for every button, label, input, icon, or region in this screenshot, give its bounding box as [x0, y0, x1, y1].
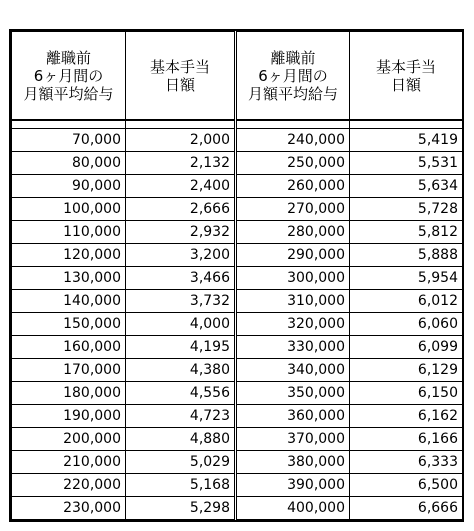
table-row: [12, 198, 463, 221]
cell-salary-right: 390,000: [236, 474, 350, 497]
cell-salary-right: 260,000: [236, 175, 350, 198]
cell-salary-left: 230,000: [12, 497, 126, 520]
cell-salary-right: 320,000: [236, 313, 350, 336]
cell-benefit-left: 2,666: [126, 198, 236, 221]
table-row: [12, 359, 463, 382]
cell-salary-right: 350,000: [236, 382, 350, 405]
cell-benefit-left: 4,195: [126, 336, 236, 359]
cell-benefit-right: 5,954: [350, 267, 463, 290]
cell-salary-left: 180,000: [12, 382, 126, 405]
table-row: [12, 497, 463, 520]
cell-salary-right: 250,000: [236, 152, 350, 175]
cell-salary-left: 140,000: [12, 290, 126, 313]
cell-salary-left: 160,000: [12, 336, 126, 359]
cell-benefit-right: 6,666: [350, 497, 463, 520]
cell-benefit-right: 6,150: [350, 382, 463, 405]
cell-salary-right: 270,000: [236, 198, 350, 221]
cell-benefit-right: 6,162: [350, 405, 463, 428]
benefit-table-frame: [9, 29, 464, 522]
cell-salary-right: 310,000: [236, 290, 350, 313]
table-row: [12, 428, 463, 451]
spacer-cell: [126, 120, 236, 129]
cell-benefit-left: 4,000: [126, 313, 236, 336]
cell-salary-right: 300,000: [236, 267, 350, 290]
table-row: [12, 382, 463, 405]
cell-salary-right: 330,000: [236, 336, 350, 359]
benefit-table: [11, 31, 463, 520]
cell-salary-right: 240,000: [236, 129, 350, 152]
cell-salary-right: 280,000: [236, 221, 350, 244]
cell-benefit-left: 4,723: [126, 405, 236, 428]
cell-benefit-right: 5,728: [350, 198, 463, 221]
cell-salary-left: 150,000: [12, 313, 126, 336]
cell-salary-left: 200,000: [12, 428, 126, 451]
cell-benefit-right: 6,012: [350, 290, 463, 313]
table-row: [12, 267, 463, 290]
cell-benefit-right: 6,099: [350, 336, 463, 359]
cell-benefit-left: 3,732: [126, 290, 236, 313]
cell-benefit-left: 2,400: [126, 175, 236, 198]
spacer-cell: [236, 120, 350, 129]
cell-benefit-right: 6,166: [350, 428, 463, 451]
cell-salary-left: 220,000: [12, 474, 126, 497]
cell-salary-left: 120,000: [12, 244, 126, 267]
cell-benefit-right: 5,812: [350, 221, 463, 244]
cell-salary-right: 400,000: [236, 497, 350, 520]
table-row: [12, 152, 463, 175]
cell-benefit-left: 5,168: [126, 474, 236, 497]
table-header-row: [12, 32, 463, 121]
cell-benefit-right: 5,634: [350, 175, 463, 198]
cell-salary-left: 80,000: [12, 152, 126, 175]
table-row: [12, 244, 463, 267]
cell-salary-left: 100,000: [12, 198, 126, 221]
cell-salary-right: 290,000: [236, 244, 350, 267]
header-daily-benefit-right: 基本手当 日額: [350, 32, 463, 121]
table-body: [12, 129, 463, 520]
table-row: [12, 290, 463, 313]
cell-salary-left: 170,000: [12, 359, 126, 382]
cell-salary-left: 90,000: [12, 175, 126, 198]
cell-salary-left: 70,000: [12, 129, 126, 152]
table-row: [12, 336, 463, 359]
cell-benefit-left: 2,000: [126, 129, 236, 152]
cell-benefit-left: 5,298: [126, 497, 236, 520]
table-row: [12, 129, 463, 152]
table-row: [12, 313, 463, 336]
cell-benefit-left: 2,932: [126, 221, 236, 244]
cell-benefit-left: 3,466: [126, 267, 236, 290]
cell-benefit-right: 6,333: [350, 451, 463, 474]
cell-salary-right: 360,000: [236, 405, 350, 428]
header-avg-monthly-salary-left: 離職前 6ヶ月間の 月額平均給与: [12, 32, 126, 121]
header-daily-benefit-left: 基本手当 日額: [126, 32, 236, 121]
header-avg-monthly-salary-right: 離職前 6ヶ月間の 月額平均給与: [236, 32, 350, 121]
cell-benefit-right: 5,419: [350, 129, 463, 152]
cell-benefit-right: 5,531: [350, 152, 463, 175]
cell-salary-right: 380,000: [236, 451, 350, 474]
spacer-cell: [350, 120, 463, 129]
cell-benefit-left: 2,132: [126, 152, 236, 175]
table-row: [12, 451, 463, 474]
table-row: [12, 175, 463, 198]
cell-benefit-left: 5,029: [126, 451, 236, 474]
header-spacer-row: [12, 120, 463, 129]
table-row: [12, 221, 463, 244]
cell-benefit-left: 4,556: [126, 382, 236, 405]
table-row: [12, 405, 463, 428]
cell-benefit-left: 4,880: [126, 428, 236, 451]
cell-benefit-right: 6,129: [350, 359, 463, 382]
cell-benefit-right: 6,500: [350, 474, 463, 497]
cell-salary-right: 340,000: [236, 359, 350, 382]
cell-salary-right: 370,000: [236, 428, 350, 451]
cell-benefit-left: 3,200: [126, 244, 236, 267]
cell-benefit-left: 4,380: [126, 359, 236, 382]
cell-benefit-right: 5,888: [350, 244, 463, 267]
table-row: [12, 474, 463, 497]
spacer-cell: [12, 120, 126, 129]
cell-salary-left: 210,000: [12, 451, 126, 474]
cell-salary-left: 130,000: [12, 267, 126, 290]
cell-benefit-right: 6,060: [350, 313, 463, 336]
cell-salary-left: 190,000: [12, 405, 126, 428]
cell-salary-left: 110,000: [12, 221, 126, 244]
